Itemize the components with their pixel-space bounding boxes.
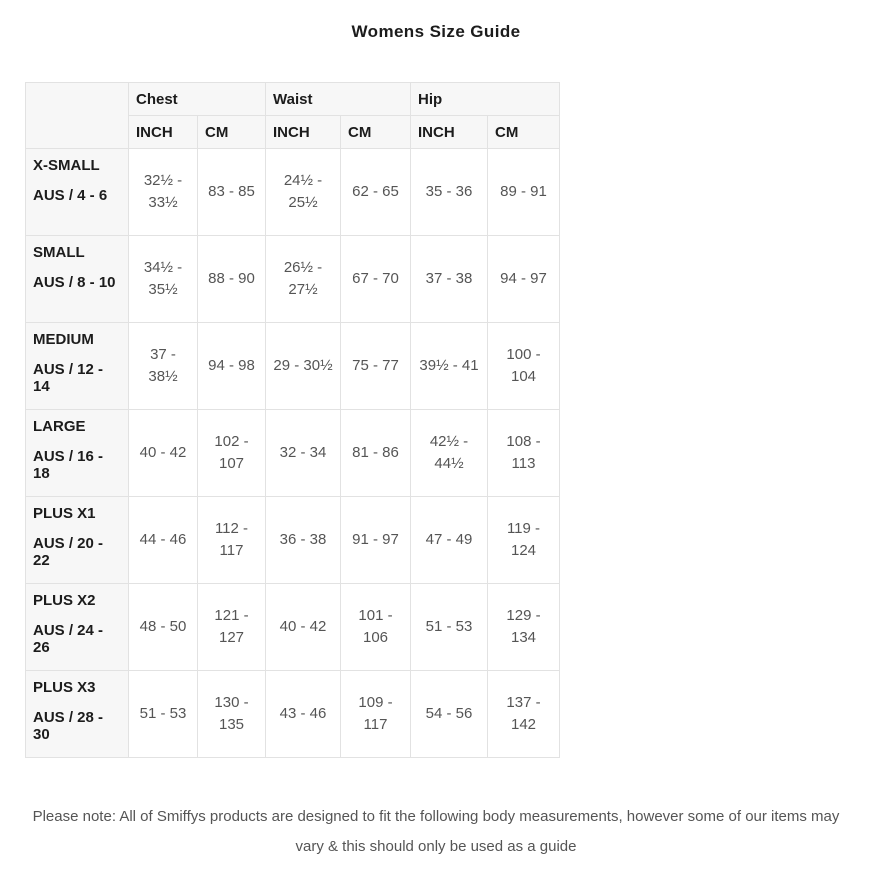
cell-hip-cm: 94 - 97 [488,236,560,323]
group-header-chest: Chest [129,83,266,116]
aus-size: AUS / 12 - 14 [33,361,104,395]
cell-chest-cm: 94 - 98 [198,323,266,410]
cell-hip-inch: 54 - 56 [411,671,488,758]
row-label [26,410,129,497]
group-header-row [26,83,560,116]
cell-chest-cm: 88 - 90 [198,236,266,323]
cell-chest-inch: 40 - 42 [129,410,198,497]
size-name: PLUS X3 [33,679,96,696]
cell-hip-inch: 42½ - 44½ [411,410,488,497]
cell-waist-cm: 101 - 106 [341,584,411,671]
cell-waist-inch: 26½ - 27½ [266,236,341,323]
table-row-large [26,410,560,497]
aus-size: AUS / 16 - 18 [33,448,104,482]
cell-chest-inch: 37 - 38½ [129,323,198,410]
cell-chest-inch: 48 - 50 [129,584,198,671]
cell-waist-inch: 40 - 42 [266,584,341,671]
cell-waist-cm: 81 - 86 [341,410,411,497]
aus-size: AUS / 20 - 22 [33,535,104,569]
table-row-plus-x2 [26,584,560,671]
cell-waist-cm: 91 - 97 [341,497,411,584]
cell-hip-cm: 108 - 113 [488,410,560,497]
cell-chest-cm: 83 - 85 [198,149,266,236]
group-header-hip: Hip [411,83,560,116]
group-header-waist: Waist [266,83,411,116]
size-name: PLUS X1 [33,505,96,522]
unit-header-hip-cm: CM [488,116,560,149]
unit-header-chest-inch: INCH [129,116,198,149]
aus-size: AUS / 8 - 10 [33,274,116,291]
unit-header-waist-cm: CM [341,116,411,149]
cell-waist-inch: 43 - 46 [266,671,341,758]
size-name: LARGE [33,418,86,435]
row-label [26,584,129,671]
size-name: X-SMALL [33,157,100,174]
cell-chest-cm: 121 - 127 [198,584,266,671]
table-row-plus-x1 [26,497,560,584]
aus-size: AUS / 4 - 6 [33,187,108,204]
cell-hip-inch: 51 - 53 [411,584,488,671]
cell-waist-cm: 67 - 70 [341,236,411,323]
row-label [26,236,129,323]
table-row-small [26,236,560,323]
page-title: Womens Size Guide [351,22,521,41]
cell-hip-inch: 47 - 49 [411,497,488,584]
table-row-plus-x3 [26,671,560,758]
cell-waist-cm: 62 - 65 [341,149,411,236]
corner-cell [26,83,129,149]
cell-hip-cm: 119 - 124 [488,497,560,584]
table-row-xsmall [26,149,560,236]
aus-size: AUS / 24 - 26 [33,622,104,656]
cell-waist-inch: 29 - 30½ [266,323,341,410]
size-guide-table [25,82,560,758]
cell-chest-inch: 44 - 46 [129,497,198,584]
size-name: SMALL [33,244,85,261]
cell-waist-cm: 75 - 77 [341,323,411,410]
size-name: PLUS X2 [33,592,96,609]
cell-hip-cm: 137 - 142 [488,671,560,758]
cell-waist-inch: 36 - 38 [266,497,341,584]
aus-size: AUS / 28 - 30 [33,709,104,743]
cell-chest-inch: 32½ - 33½ [129,149,198,236]
size-name: MEDIUM [33,331,94,348]
cell-hip-inch: 37 - 38 [411,236,488,323]
cell-chest-inch: 34½ - 35½ [129,236,198,323]
cell-hip-cm: 89 - 91 [488,149,560,236]
cell-chest-cm: 102 - 107 [198,410,266,497]
cell-chest-cm: 112 - 117 [198,497,266,584]
cell-hip-inch: 39½ - 41 [411,323,488,410]
unit-header-chest-cm: CM [198,116,266,149]
unit-header-waist-inch: INCH [266,116,341,149]
row-label [26,671,129,758]
cell-chest-cm: 130 - 135 [198,671,266,758]
row-label [26,323,129,410]
cell-hip-inch: 35 - 36 [411,149,488,236]
cell-waist-inch: 32 - 34 [266,410,341,497]
row-label [26,149,129,236]
cell-waist-inch: 24½ - 25½ [266,149,341,236]
cell-hip-cm: 129 - 134 [488,584,560,671]
table-row-medium [26,323,560,410]
cell-waist-cm: 109 - 117 [341,671,411,758]
disclaimer-note: Please note: All of Smiffys products are designed to fit the following body measurements, however some of our items may vary & this should only be used as a guide [32,808,840,855]
unit-header-hip-inch: INCH [411,116,488,149]
row-label [26,497,129,584]
cell-chest-inch: 51 - 53 [129,671,198,758]
cell-hip-cm: 100 - 104 [488,323,560,410]
